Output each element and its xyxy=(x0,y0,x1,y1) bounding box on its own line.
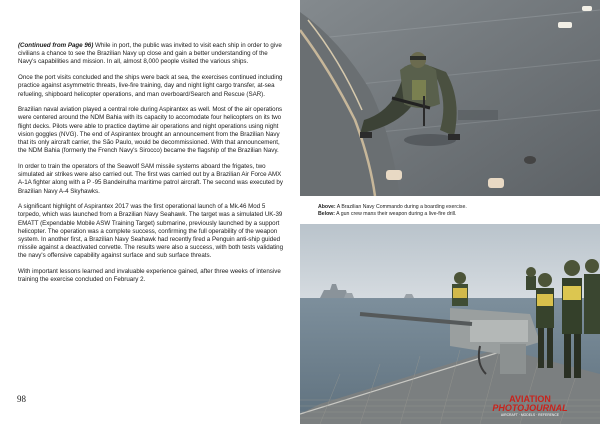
caption-below: Below: A gun crew mans their weapon during a live-fire drill. xyxy=(318,210,457,217)
article-body xyxy=(18,42,286,292)
article-paragraph: In order to train the operators of the Seawolf SAM missile systems aboard the frigates, two simulated air strikes were also carried out. The first was carried out by a Brazilian Air Force AMX A-1A fighter along with a P -95 Bandeirulha maritime patrol aircraft. The second was executed by Brazilian Navy A-4 Skyhawks. xyxy=(18,162,283,195)
page-number: 98 xyxy=(17,394,26,404)
article-paragraph: With important lessons learned and invaluable experience gained, after three weeks of intensive training the exercise concluded on February 2. xyxy=(18,268,281,284)
logo-line-3: AIRCRAFT · MODELS · REFERENCE xyxy=(500,413,560,417)
article-paragraph: (Continued from Page 96) While in port, the public was invited to visit each ship in order to give civilians a chance to see the Brazilian Navy up close and gain a better understanding of the Navy's capabilities and mission. In all, almost 8,000 people visited the various ships. xyxy=(18,42,282,66)
caption-above: Above: A Brazilian Navy Commando during a boarding exercise. xyxy=(318,204,467,210)
article-paragraph: Brazilian naval aviation played a central role during Aspirantex as well. Most of the air operations were centered around the NDM Bahia with its capacity to accomodate four helicopters on its two flight decks. Pilots were able to practice daytime air operations and night operations using night vision goggles (NVG). The end of Aspirantex brought an announcement from the Brazilian Navy that its only aircraft carrier, the São Paulo, would be decommissioned. With that announcement, the NDM Bahia (formerly the French Navy's Sirocco) became the flagship of the Brazilian Navy. xyxy=(18,106,283,155)
aviation-photojournal-logo xyxy=(472,393,588,417)
article-paragraph: Once the port visits concluded and the ships were back at sea, the exercises continued including practice against asymmetric threats, live-fire training, day and night light cargo transfer, at-sea refueling, shipboard helicopter operations, and man overboard/Search and Rescue (SAR). xyxy=(18,74,283,98)
commando-illustration xyxy=(300,0,600,196)
article-paragraph: A significant highlight of Aspirantex 2017 was the first operational launch of a Mk.46 Mod 5 torpedo, which was launched from a Brazilian Navy Seahawk. The target was a simulated UK-39 EMATT (Expendable Mobile ASW Training Target) submarine, previously launched by a support helicopter. The operation was a complete success, confirming the full operability of the weapon system. In another first, a Brazilian Navy Seahawk had recently fired a Penguin anti-ship guided missile against a deactivated corvette. The results were also a success, with both tests validating the navy's offensive capability against surface and sub surface threats. xyxy=(18,203,284,260)
logo-line-2: PHOTOJOURNAL xyxy=(492,403,568,413)
photo-captions xyxy=(318,204,588,217)
commando-photo xyxy=(300,0,600,196)
logo-line-1: AVIATION xyxy=(509,394,551,404)
